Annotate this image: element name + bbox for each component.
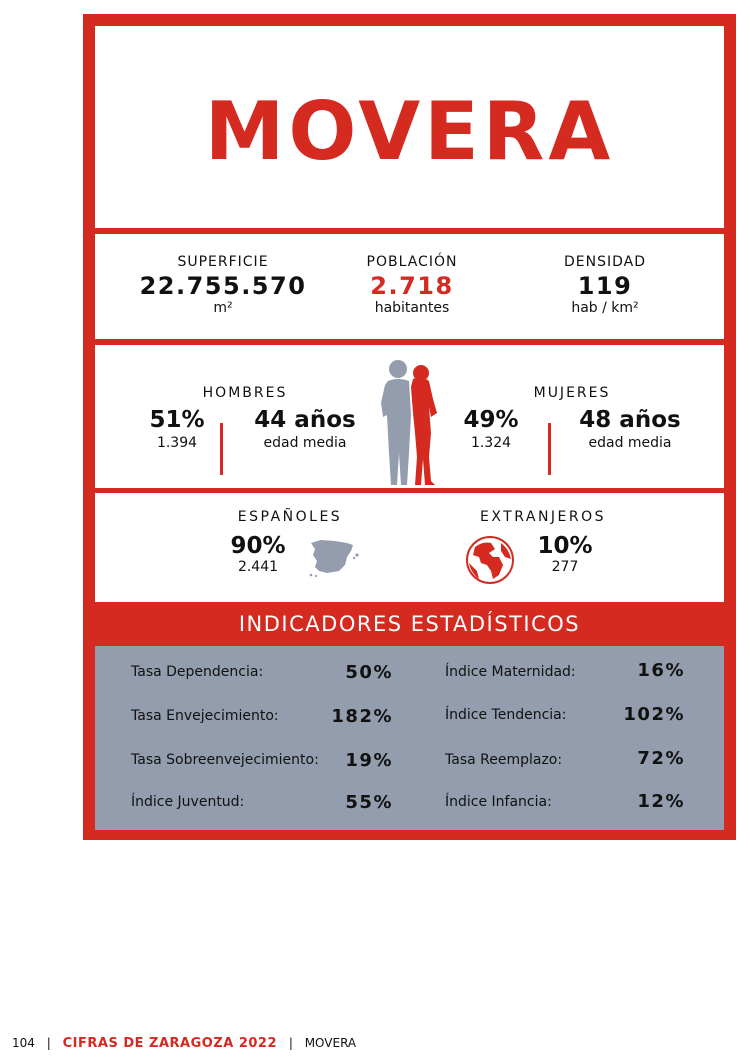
superficie-unit: m² (213, 300, 233, 316)
indicator-value: 50% (345, 662, 393, 683)
mujeres-age: 48 años (579, 407, 681, 433)
stat-superficie (133, 254, 313, 316)
indicator-value: 19% (345, 750, 393, 771)
hombres-age-label: edad media (263, 435, 347, 451)
district-card (83, 14, 736, 840)
densidad-value: 119 (577, 272, 633, 300)
poblacion-unit: habitantes (374, 300, 450, 316)
densidad-label: DENSIDAD (563, 254, 646, 270)
district-title: MOVERA (204, 85, 615, 178)
hombres-divider (220, 423, 223, 475)
hombres-percent-block (139, 407, 215, 451)
footer-brand: CIFRAS DE ZARAGOZA 2022 (62, 1036, 277, 1051)
indicator-label: Tasa Reemplazo: (445, 752, 563, 768)
mujeres-age-block (570, 407, 690, 451)
poblacion-label: POBLACIÓN (366, 254, 458, 270)
indicator-value: 72% (637, 748, 685, 769)
indicators-panel (95, 646, 724, 830)
hombres-percent: 51% (149, 407, 205, 433)
extranjeros-count: 277 (551, 559, 579, 575)
extranjeros-percent: 10% (537, 533, 593, 559)
footer-section: MOVERA (304, 1036, 357, 1050)
superficie-value: 22.755.570 (139, 272, 307, 300)
sex-panel (95, 345, 724, 488)
espanoles-percent: 90% (230, 533, 286, 559)
mujeres-count: 1.324 (470, 435, 512, 451)
page-footer (12, 1036, 356, 1051)
spain-map-icon (307, 537, 363, 579)
mujeres-age-label: edad media (588, 435, 672, 451)
stat-poblacion (322, 254, 502, 316)
indicator-label: Índice Juventud: (131, 794, 245, 810)
mujeres-label: MUJERES (533, 385, 611, 401)
indicator-label: Tasa Envejecimiento: (131, 708, 279, 724)
mujeres-percent: 49% (463, 407, 519, 433)
indicator-label: Tasa Dependencia: (131, 664, 264, 680)
poblacion-value: 2.718 (370, 272, 454, 300)
indicator-value: 12% (637, 791, 685, 812)
indicator-value: 55% (345, 792, 393, 813)
hombres-count: 1.394 (156, 435, 198, 451)
indicator-label: Tasa Sobreenvejecimiento: (131, 752, 319, 768)
espanoles-label: ESPAÑOLES (237, 509, 343, 525)
hombres-label: HOMBRES (202, 385, 288, 401)
extranjeros-label: EXTRANJEROS (479, 509, 607, 525)
mujeres-percent-block (453, 407, 529, 451)
indicator-label: Índice Tendencia: (445, 707, 567, 723)
mujeres-divider (548, 423, 551, 475)
indicator-value: 182% (331, 706, 393, 727)
indicator-label: Índice Infancia: (445, 794, 552, 810)
hombres-age-block (245, 407, 365, 451)
stats-panel (95, 234, 724, 339)
espanoles-block (213, 533, 303, 575)
indicator-value: 102% (623, 704, 685, 725)
hombres-age: 44 años (254, 407, 356, 433)
title-panel (95, 26, 724, 228)
page-number: 104 (12, 1036, 35, 1050)
indicator-label: Índice Maternidad: (445, 664, 576, 680)
indicator-value: 16% (637, 660, 685, 681)
footer-separator: | (288, 1036, 293, 1050)
superficie-label: SUPERFICIE (177, 254, 269, 270)
couple-silhouette-icon (377, 357, 445, 489)
espanoles-count: 2.441 (237, 559, 279, 575)
nationality-panel (95, 493, 724, 602)
globe-icon (465, 535, 515, 585)
densidad-unit: hab / km² (571, 300, 639, 316)
extranjeros-block (520, 533, 610, 575)
indicators-heading: INDICADORES ESTADÍSTICOS (238, 612, 581, 636)
footer-separator: | (46, 1036, 51, 1050)
stat-densidad (515, 254, 695, 316)
